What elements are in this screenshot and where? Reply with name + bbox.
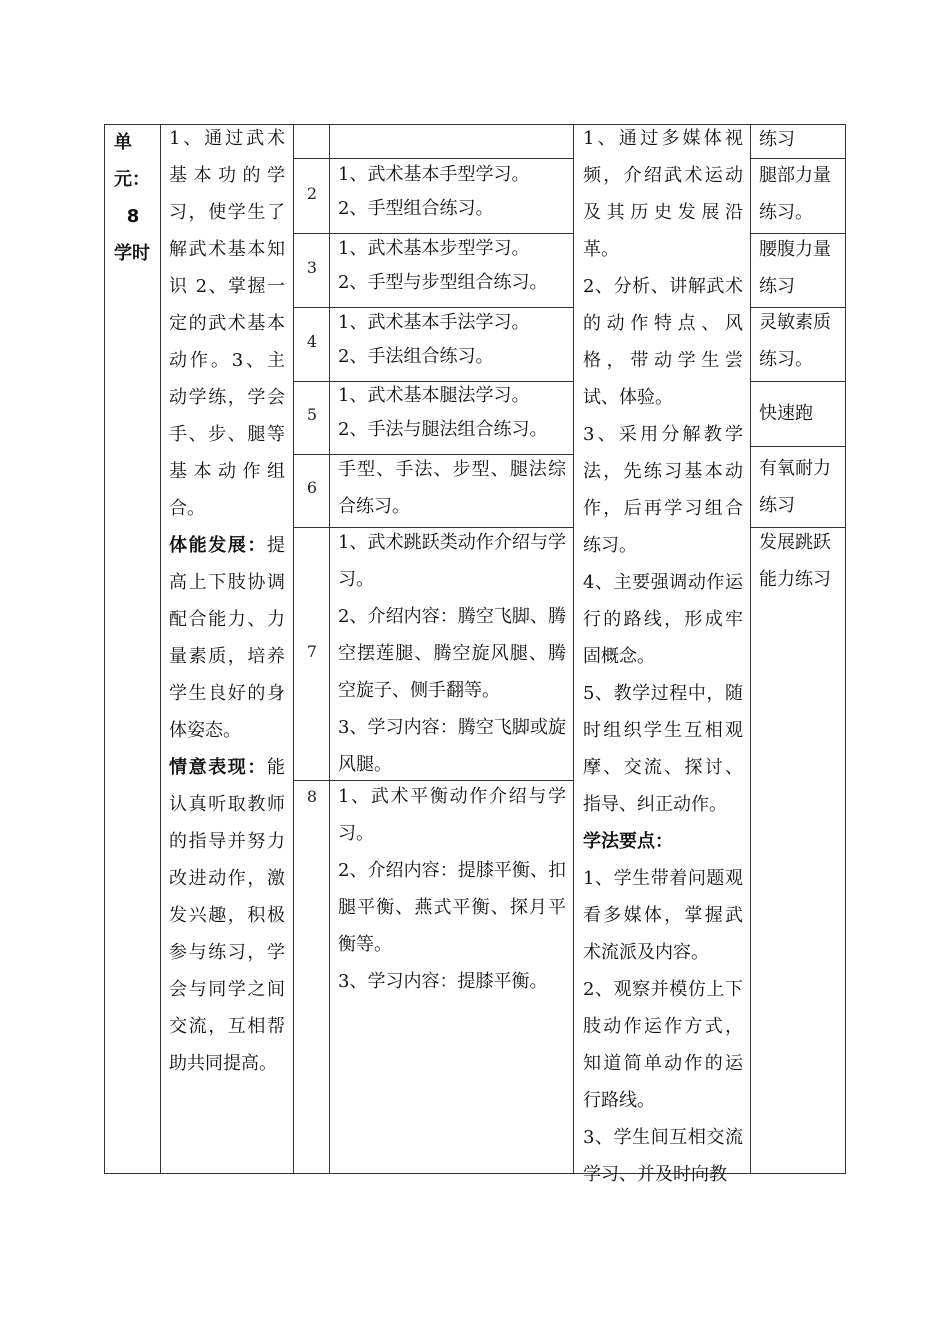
objectives-cell: [169, 120, 285, 1082]
lesson-line: 2、手型组合练习。: [338, 198, 494, 219]
lesson-number: 4: [306, 332, 318, 351]
row-divider: [750, 381, 846, 382]
lesson-line: 1、武术平衡动作介绍与学习。: [338, 786, 566, 844]
objectives-intro: 1、通过武术基本功的学习，使学生了解武术基本知识 2、掌握一定的武术基本动作。3、主动学练，学会手、步、腿等基本动作组合。: [169, 128, 285, 519]
lesson-number: 6: [306, 478, 318, 497]
column-divider: [573, 124, 574, 1174]
lesson-line: 1、武术基本手法学习。: [338, 312, 530, 333]
lesson-line: 2、手型与步型组合练习。: [338, 272, 548, 293]
lesson-number: 8: [306, 787, 318, 806]
lesson-content: [338, 778, 566, 1000]
lesson-line: 3、学习内容：腾空飞脚或旋风腿。: [338, 717, 566, 775]
methods-cell: [583, 120, 743, 1193]
study-point: 2、观察并模仿上下肢动作运作方式，知道简单动作的运行路线。: [583, 979, 743, 1111]
lesson-line: 2、手法组合练习。: [338, 346, 494, 367]
teaching-point: 2、分析、讲解武术的动作特点、风格，带动学生尝试、体验。: [583, 276, 743, 408]
lesson-content: [338, 306, 566, 374]
lesson-content: [338, 158, 566, 226]
lesson-line: 1、武术基本手型学习。: [338, 164, 530, 185]
lesson-line: 手型、手法、步型、腿法综合练习。: [338, 459, 566, 517]
teaching-point: 3、采用分解教学法，先练习基本动作，后再学习组合练习。: [583, 424, 743, 556]
fitness-cell: 快速跑: [759, 403, 813, 424]
physical-text: 提高上下肢协调配合能力、力量素质，培养学生良好的身体姿态。: [169, 535, 285, 741]
column-divider: [160, 124, 161, 1174]
unit-label-line: 元：: [114, 169, 150, 190]
lesson-number: 5: [306, 405, 318, 424]
lesson-content: [338, 451, 566, 525]
fitness-cell: 腿部力量练习。: [759, 165, 831, 223]
fitness-cell: 练习: [759, 129, 795, 150]
lesson-content: [338, 524, 566, 783]
fitness-cell: 腰腹力量练习: [759, 239, 831, 297]
fitness-cell: 灵敏素质练习。: [759, 312, 831, 370]
emotion-text: 能认真听取教师的指导并努力改进动作，激发兴趣，积极参与练习，学会与同学之间交流，互相帮助共同提高。: [169, 757, 285, 1074]
teaching-point: 5、教学过程中，随时组织学生互相观摩、交流、探讨、指导、纠正动作。: [583, 683, 743, 815]
unit-label-line: 单: [114, 132, 132, 153]
emotion-expression: [169, 749, 285, 1082]
row-divider: [750, 446, 846, 447]
emotion-heading: 情意表现：: [169, 757, 267, 778]
study-heading: 学法要点：: [583, 831, 673, 852]
lesson-line: 2、介绍内容：腾空飞脚、腾空摆莲腿、腾空旋风腿、腾空旋子、侧手翻等。: [338, 606, 566, 701]
study-point: 1、学生带着问题观看多媒体，掌握武术流派及内容。: [583, 868, 743, 963]
lesson-line: 2、手法与腿法组合练习。: [338, 419, 548, 440]
teaching-point: 4、主要强调动作运行的路线，形成牢固概念。: [583, 572, 743, 667]
study-point: 3、学生间互相交流学习、并及时向教: [583, 1127, 743, 1185]
lesson-content: [338, 232, 566, 300]
lesson-content: [338, 379, 566, 447]
teaching-point: 1、通过多媒体视频，介绍武术运动及其历史发展沿革。: [583, 128, 743, 260]
fitness-cell: 发展跳跃能力练习: [759, 532, 831, 590]
lesson-line: 3、学习内容：提膝平衡。: [338, 971, 548, 992]
lesson-line: 1、武术基本腿法学习。: [338, 385, 530, 406]
column-divider: [750, 124, 751, 1174]
lesson-number: 3: [306, 258, 318, 277]
physical-heading: 体能发展：: [169, 535, 267, 556]
unit-label: [106, 124, 160, 272]
lesson-line: 2、介绍内容：提膝平衡、扣腿平衡、燕式平衡、探月平衡等。: [338, 860, 566, 955]
unit-hours-number: 8: [126, 206, 140, 227]
lesson-number: 2: [306, 184, 318, 203]
lesson-line: 1、武术基本步型学习。: [338, 238, 530, 259]
fitness-cell: 有氧耐力练习: [759, 458, 831, 516]
lesson-line: 1、武术跳跃类动作介绍与学习。: [338, 532, 566, 590]
unit-label-line: 学时: [114, 243, 150, 264]
lesson-number: 7: [306, 642, 318, 661]
physical-development: [169, 527, 285, 749]
